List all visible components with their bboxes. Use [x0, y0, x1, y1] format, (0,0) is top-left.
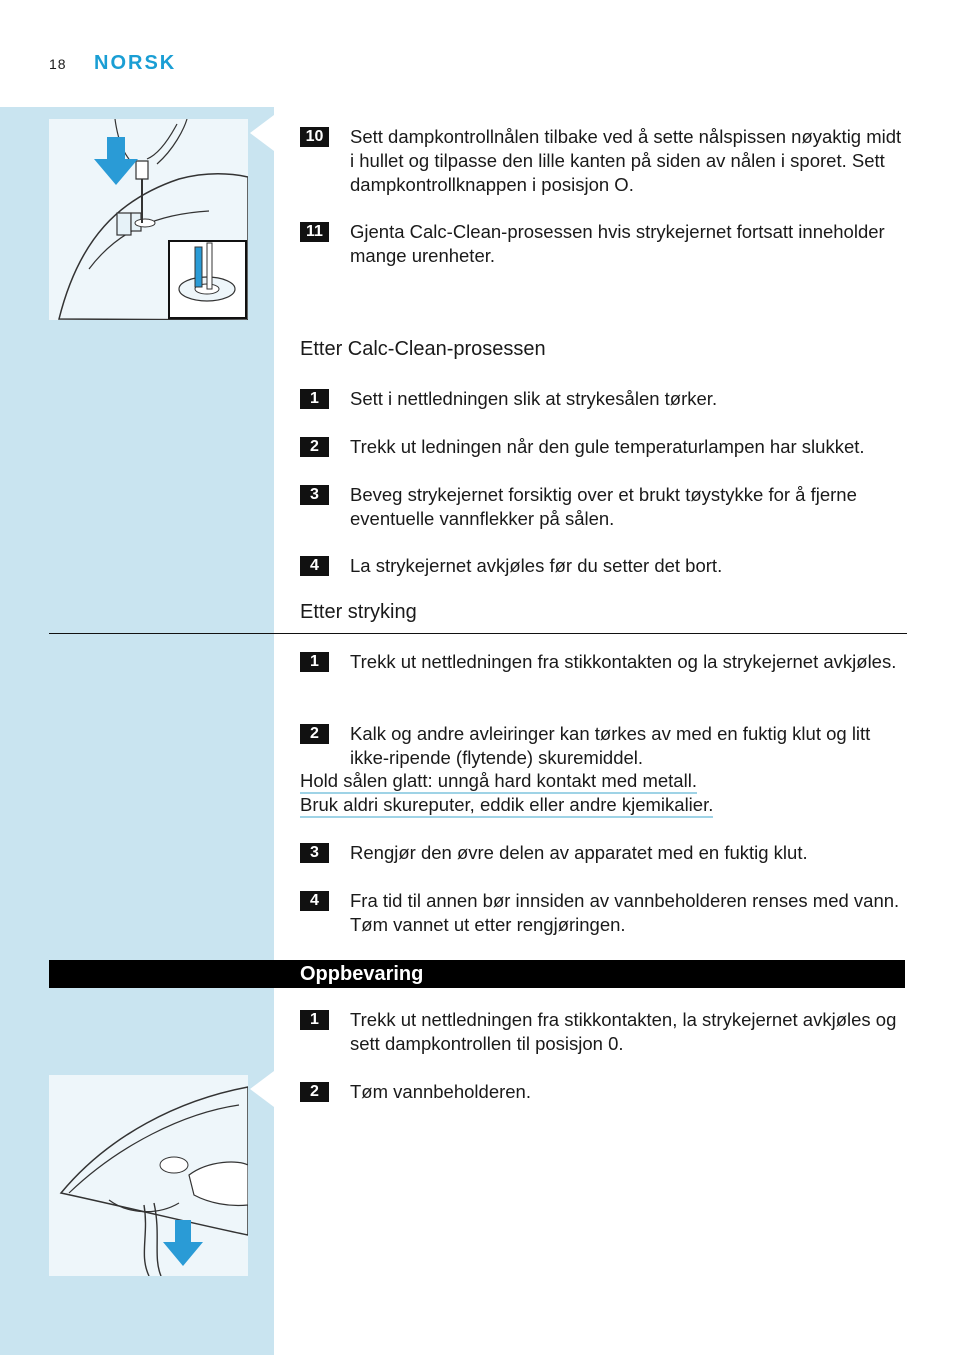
- section-heading-storage: Oppbevaring: [300, 963, 424, 985]
- steam-needle-illustration: [49, 119, 248, 320]
- after-ironing-step-3: [300, 841, 910, 865]
- step-text: Fra tid til annen bør innsiden av vannbeholderen renses med vann. Tøm vannet ut etter rengjøringen.: [350, 890, 900, 935]
- step-number-badge: 3: [300, 843, 329, 863]
- after-ironing-step-1: [300, 650, 910, 674]
- step-text: Gjenta Calc-Clean-prosessen hvis strykejernet fortsatt inneholder mange urenheter.: [350, 221, 885, 266]
- section-heading-after-ironing: Etter stryking: [300, 601, 417, 623]
- step-text: Sett i nettledningen slik at strykesålen tørker.: [350, 388, 718, 409]
- illustration-pointer: [250, 1071, 274, 1107]
- step-number-badge: 1: [300, 389, 329, 409]
- step-text: Tøm vannbeholderen.: [350, 1081, 531, 1102]
- step-text: Beveg strykejernet forsiktig over et brukt tøystykke for å fjerne eventuelle vannflekker på sålen.: [350, 484, 857, 529]
- page-number: 18: [49, 56, 67, 72]
- step-number-badge: 2: [300, 724, 329, 744]
- step-text: Trekk ut nettledningen fra stikkontakten og la strykejernet avkjøles.: [350, 651, 897, 672]
- step-number-badge: 2: [300, 437, 329, 457]
- step-number-badge: 4: [300, 891, 329, 911]
- step-number-badge: 11: [300, 222, 329, 242]
- after-calc-step-3: [300, 483, 910, 531]
- step-number-badge: 2: [300, 1082, 329, 1102]
- after-calc-step-4: [300, 554, 910, 578]
- illustration-pointer: [250, 115, 274, 151]
- step-number-badge: 1: [300, 652, 329, 672]
- step-11: [300, 220, 910, 268]
- section-heading-after-calc-clean: Etter Calc-Clean-prosessen: [300, 338, 546, 360]
- step-text: La strykejernet avkjøles før du setter det bort.: [350, 555, 723, 576]
- step-number-badge: 3: [300, 485, 329, 505]
- language-title: NORSK: [94, 52, 177, 74]
- section-divider: [49, 633, 907, 634]
- step-text: Sett dampkontrollnålen tilbake ved å sette nålspissen nøyaktig midt i hullet og tilpasse den lille kanten på siden av nålen i sporet. Sett dampkontrollknappen i posisjon O.: [350, 126, 902, 195]
- after-calc-step-2: [300, 435, 910, 459]
- storage-step-1: [300, 1008, 910, 1056]
- note-no-scouring-pads: Bruk aldri skureputer, eddik eller andre kjemikalier.: [300, 794, 713, 818]
- step-10: [300, 125, 910, 197]
- step-text: Trekk ut nettledningen fra stikkontakten, la strykejernet avkjøles og sett dampkontrollen til posisjon 0.: [350, 1009, 897, 1054]
- step-text: Rengjør den øvre delen av apparatet med en fuktig klut.: [350, 842, 808, 863]
- section-bar-storage: [49, 960, 905, 988]
- step-text: Kalk og andre avleiringer kan tørkes av med en fuktig klut og litt ikke-ripende (flytende) skuremiddel.: [350, 723, 871, 768]
- note-smooth-sole: Hold sålen glatt: unngå hard kontakt med metall.: [300, 770, 697, 794]
- iron-cord-drawing: [49, 1075, 248, 1276]
- after-ironing-step-4: [300, 889, 910, 937]
- steam-needle-drawing: [49, 119, 248, 320]
- storage-step-2: [300, 1080, 910, 1104]
- iron-cord-illustration: [49, 1075, 248, 1276]
- step-number-badge: 1: [300, 1010, 329, 1030]
- after-ironing-step-2: [300, 722, 910, 770]
- step-text: Trekk ut ledningen når den gule temperaturlampen har slukket.: [350, 436, 865, 457]
- down-arrow-icon: [94, 137, 138, 187]
- down-arrow-icon: [163, 1220, 203, 1268]
- after-calc-step-1: [300, 387, 910, 411]
- step-number-badge: 4: [300, 556, 329, 576]
- step-number-badge: 10: [300, 127, 329, 147]
